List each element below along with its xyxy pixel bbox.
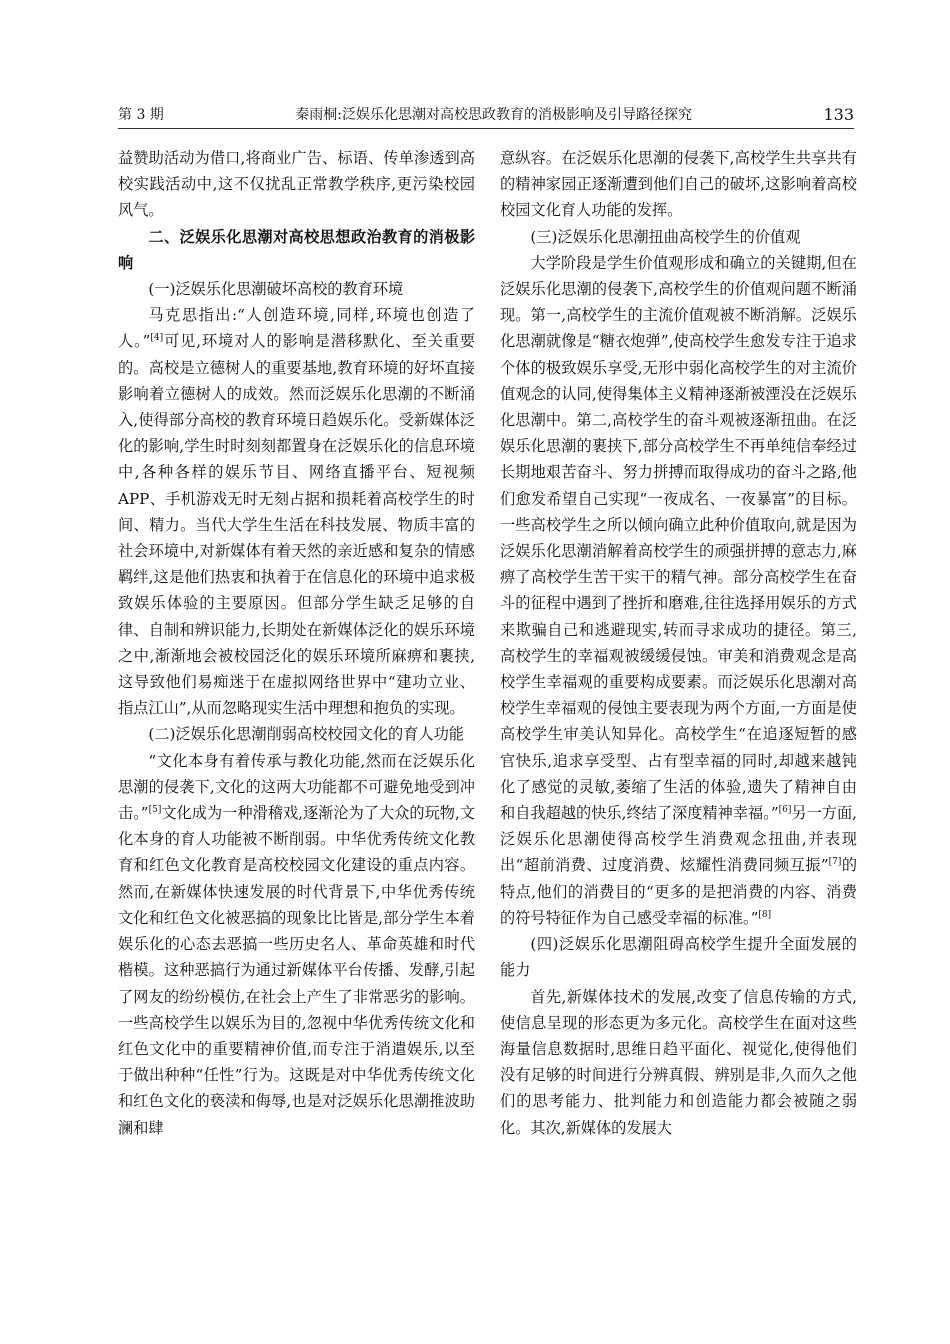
running-title: 秦雨桐:泛娱乐化思潮对高校思政教育的消极影响及引导路径探究	[295, 107, 692, 123]
text-span: 大学阶段是学生价值观形成和确立的关键期,但在泛娱乐化思潮的侵袭下,高校学生的价值观问题不断涌现。第一,高校学生的主流价值观被不断消解。泛娱乐化思潮就像是“糖衣炮弹”,使高校学生愈发专注于追求个体的极致娱乐享受,无形中弱化高校学生的对主流价值观念的认同,使得集体主义精神逐渐被湮没在泛娱乐化思潮中。第二,高校学生的奋斗观被逐渐扭曲。在泛娱乐化思潮的裹挟下,部分高校学生不再单纯信奉经过长期地艰苦奋斗、努力拼搏而取得成功的奋斗之路,他们愈发希望自己实现“一夜成名、一夜暴富”的目标。一些高校学生之所以倾向确立此种价值取向,就是因为泛娱乐化思潮消解着高校学生的顽强拼搏的意志力,麻痹了高校学生苦干实干的精气神。部分高校学生在奋斗的征程中遇到了挫折和磨难,往往选择用娱乐的方式来欺骗自己和逃避现实,转而寻求成功的捷径。第三,高校学生的幸福观被缓缓侵蚀。审美和消费观念是高校学生幸福观的重要构成要素。而泛娱乐化思潮对高校学生幸福观的侵蚀主要表现为两个方面,一方面是使高校学生审美认知异化。高校学生“在追逐短暂的感官快乐,追求享受型、占有型幸福的同时,却越来越钝化了感觉的灵敏,萎缩了生活的体验,遗失了精神自由和自我超越的快乐,终结了深度精神幸福。”	[500, 253, 857, 823]
text-span: 可见,环境对人的影响是潜移默化、至关重要的。高校是立德树人的重要基地,教育环境的好坏直接影响着立德树人的成效。然而泛娱乐化思潮的不断涌入,使得部分高校的教育环境日趋娱乐化。受新媒体泛化的影响,学生时时刻刻都置身在泛娱乐化的信息环境中,各种各样的娱乐节目、网络直播平台、短视频 APP、手机游戏无时无刻占据和损耗着高校学生的时间、精力。当代大学生生活在科技发展、物质丰富的社会环境中,对新媒体有着天然的亲近感和复杂的情感羁绊,这是他们热衷和执着于在信息化的环境中追求极致娱乐体验的主要原因。但部分学生缺乏足够的自律、自制和辨识能力,长期处在新媒体泛化的娱乐环境之中,渐渐地会被校园泛化的娱乐环境所麻痹和裹挟,这导致他们易痴迷于在虚拟网络世界中“建功立业、指点江山”,从而忽略现实生活中理想和抱负的实现。	[118, 332, 475, 718]
subsection-heading: (四)泛娱乐化思潮阻碍高校学生提升全面发展的能力	[500, 935, 857, 980]
citation-ref: [4]	[150, 333, 164, 344]
subsection-heading: (二)泛娱乐化思潮削弱高校校园文化的育人功能	[148, 725, 464, 744]
left-column	[118, 145, 475, 1141]
right-column	[500, 145, 857, 1141]
subsection-heading: (三)泛娱乐化思潮扭曲高校学生的价值观	[530, 227, 801, 246]
paragraph: 益赞助活动为借口,将商业广告、标语、传单渗透到高校实践活动中,这不仅扰乱正常教学秩序,更污染校园风气。	[118, 149, 475, 220]
header-rule	[118, 128, 854, 129]
section-heading: 二、泛娱乐化思潮对高校思想政治教育的消极影响	[118, 227, 475, 272]
text-span: 另一方面,泛娱乐化思潮使得高校学生消费观念扭曲,并表现出“超前消费、过度消费、炫耀性消费同频互振”	[500, 804, 857, 875]
subsection-heading: (一)泛娱乐化思潮破坏高校的教育环境	[148, 280, 404, 299]
text-span: 文化成为一种滑稽戏,逐渐沦为了大众的玩物,文化本身的育人功能被不断削弱。中华优秀传统文化教育和红色文化教育是高校校园文化建设的重点内容。然而,在新媒体快速发展的时代背景下,中华优秀传统文化和红色文化被恶搞的现象比比皆是,部分学生本着娱乐化的心态去恶搞一些历史名人、革命英雄和时代楷模。这种恶搞行为通过新媒体平台传播、发酵,引起了网友的纷纷模仿,在社会上产生了非常恶劣的影响。一些高校学生以娱乐为目的,忽视中华优秀传统文化和红色文化中的重要精神价值,而专注于消遣娱乐,以至于做出种种“任性”行为。这既是对中华优秀传统文化和红色文化的亵渎和侮辱,也是对泛娱乐化思潮推波助澜和肆	[118, 804, 476, 1137]
citation-ref: [7]	[828, 857, 842, 868]
issue-label: 第 3 期	[118, 107, 164, 123]
text-span: “文化本身有着传承与教化功能,然而在泛娱乐化思潮的侵袭下,文化的这两大功能都不可避免地受到冲击。”	[118, 751, 475, 823]
paragraph	[500, 250, 857, 931]
page-number: 133	[823, 104, 854, 124]
text-span: 的特点,他们的消费目的“更多的是把消费的内容、消费的符号特征作为自己感受幸福的标准。”	[500, 856, 858, 927]
paragraph: 首先,新媒体技术的发展,改变了信息传输的方式,使信息呈现的形态更为多元化。高校学生在面对这些海量信息数据时,思维日趋平面化、视觉化,使得他们没有足够的时间进行分辨真假、辨别是非,久而久之他们的思考能力、批判能力和创造能力都会被随之弱化。其次,新媒体的发展大	[500, 987, 857, 1137]
citation-ref: [8]	[758, 909, 772, 920]
citation-ref: [6]	[778, 805, 792, 816]
paragraph	[118, 748, 475, 1141]
citation-ref: [5]	[148, 805, 162, 816]
paragraph: 意纵容。在泛娱乐化思潮的侵袭下,高校学生共享共有的精神家园正逐渐遭到他们自己的破坏,这影响着高校校园文化育人功能的发挥。	[500, 149, 857, 220]
text-span: 马克思指出:“人创造环境,同样,环境也创造了人。”	[118, 306, 475, 351]
running-header	[118, 103, 854, 125]
paragraph	[118, 302, 475, 721]
